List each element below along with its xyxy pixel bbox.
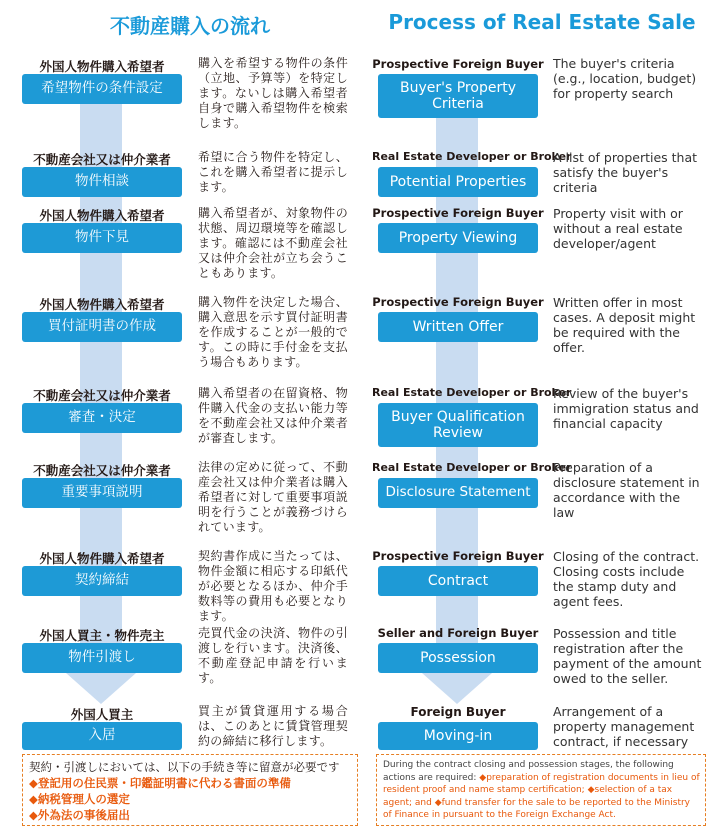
- en-note-box: [376, 754, 706, 826]
- en-step-desc: Written offer in most cases. A deposit might be required with the offer.: [553, 295, 696, 355]
- jp-step-role: 外国人物件購入希望者: [39, 59, 165, 74]
- jp-step-box: 物件相談: [22, 167, 182, 197]
- jp-step-role: 不動産会社又は仲介業者: [33, 463, 171, 478]
- jp-step-box: 物件引渡し: [22, 643, 182, 673]
- jp-step-role: 外国人買主: [70, 707, 134, 722]
- jp-note-item: ◆外為法の事後届出: [29, 808, 130, 822]
- en-step-role: Prospective Foreign Buyer: [372, 295, 544, 309]
- jp-step-desc: 購入希望者が、対象物件の状態、周辺環境等を確認します。確認には不動産会社又は仲介会社が立ち会うこともあります。: [198, 206, 348, 280]
- jp-step-box: 重要事項説明: [22, 478, 182, 508]
- en-step-box: Buyer's Property Criteria: [378, 74, 538, 118]
- jp-note-item: ◆登記用の住民票・印鑑証明書に代わる書面の準備: [29, 776, 291, 790]
- jp-step-desc: 購入希望者の在留資格、物件購入代金の支払い能力等を不動産会社又は仲介業者が審査します。: [198, 386, 348, 445]
- en-title: Process of Real Estate Sale: [388, 10, 696, 34]
- en-step-box: Contract: [378, 566, 538, 596]
- jp-step-role: 不動産会社又は仲介業者: [33, 152, 171, 167]
- en-note-item: ◆preparation of registration documents in lieu of resident proof and name stamp certification;: [383, 772, 700, 795]
- en-step-role: Real Estate Developer or Broker: [372, 461, 572, 474]
- jp-step-desc: 売買代金の決済、物件の引渡しを行います。決済後、不動産登記申請を行います。: [198, 626, 348, 685]
- en-note-item: ◆fund transfer for the sale to be reported to the Ministry of Finance in pursuant to the Foreign Exchange Act.: [383, 797, 690, 820]
- jp-step-desc: 買主が賃貸運用する場合は、このあとに賃貸管理契約の締結に移行します。: [198, 704, 348, 748]
- jp-step-role: 外国人物件購入希望者: [39, 551, 165, 566]
- en-note-item: ◆selection of a tax agent; and: [383, 785, 673, 808]
- jp-step-desc: 購入を希望する物件の条件（立地、予算等）を特定します。ないしは購入希望者自身で購入希望物件を検索します。: [198, 56, 348, 130]
- en-step-role: Seller and Foreign Buyer: [377, 626, 539, 640]
- jp-step-box: 入居: [22, 722, 182, 750]
- en-step-desc: Property visit with or without a real estate developer/agent: [553, 206, 683, 251]
- jp-step-desc: 契約書作成に当たっては、物件金額に相応する印紙代が必要となるほか、仲介手数料等の費用も必要となります。: [198, 549, 348, 623]
- en-note-text: [383, 759, 701, 822]
- jp-note-box: [22, 754, 358, 826]
- en-step-role: Real Estate Developer or Broker: [372, 386, 572, 399]
- en-step-box: Possession: [378, 643, 538, 673]
- en-step-box: Property Viewing: [378, 223, 538, 253]
- en-step-role: Foreign Buyer: [410, 705, 506, 719]
- jp-step-role: 外国人物件購入希望者: [39, 297, 165, 312]
- jp-step-box: 買付証明書の作成: [22, 312, 182, 342]
- en-step-desc: The buyer's criteria (e.g., location, budget) for property search: [553, 56, 697, 101]
- jp-step-desc: 購入物件を決定した場合、購入意思を示す買付証明書を作成することが一般的です。この時に手付金を支払う場合もあります。: [198, 295, 348, 369]
- jp-step-role: 外国人物件購入希望者: [39, 208, 165, 223]
- en-step-box: Moving-in: [378, 722, 538, 750]
- jp-step-role: 不動産会社又は仲介業者: [33, 388, 171, 403]
- en-step-desc: Preparation of a disclosure statement in accordance with the law: [553, 460, 700, 520]
- jp-note-intro: 契約・引渡しにおいては、以下の手続き等に留意が必要です: [29, 760, 340, 774]
- en-note-intro: During the contract closing and possession stages, the following actions are required:: [383, 760, 674, 783]
- en-step-role: Prospective Foreign Buyer: [372, 549, 544, 563]
- en-step-desc: Closing of the contract. Closing costs include the stamp duty and agent fees.: [553, 549, 700, 609]
- en-step-desc: Possession and title registration after the payment of the amount owed to the seller.: [553, 626, 702, 686]
- jp-step-box: 契約締結: [22, 566, 182, 596]
- jp-step-role: 外国人買主・物件売主: [39, 628, 165, 643]
- en-step-box: Written Offer: [378, 312, 538, 342]
- en-step-desc: Review of the buyer's immigration status and financial capacity: [553, 386, 699, 431]
- en-step-role: Prospective Foreign Buyer: [372, 57, 544, 71]
- jp-step-box: 希望物件の条件設定: [22, 74, 182, 104]
- en-step-desc: Arrangement of a property management contract, if necessary: [553, 704, 695, 749]
- en-step-role: Real Estate Developer or Broker: [372, 150, 572, 163]
- en-step-desc: A list of properties that satisfy the buyer's criteria: [553, 150, 698, 195]
- jp-title: 不動産購入の流れ: [110, 14, 270, 38]
- jp-note-item: ◆納税管理人の選定: [29, 792, 130, 806]
- en-step-role: Prospective Foreign Buyer: [372, 206, 544, 220]
- en-step-box: Disclosure Statement: [378, 478, 538, 508]
- jp-step-desc: 希望に合う物件を特定し、これを購入希望者に提示します。: [198, 150, 348, 194]
- jp-step-box: 審査・決定: [22, 403, 182, 433]
- en-step-box: Buyer Qualification Review: [378, 403, 538, 447]
- jp-step-box: 物件下見: [22, 223, 182, 253]
- jp-step-desc: 法律の定めに従って、不動産会社又は仲介業者は購入希望者に対して重要事項説明を行うことが義務づけられています。: [198, 460, 348, 534]
- en-step-box: Potential Properties: [378, 167, 538, 197]
